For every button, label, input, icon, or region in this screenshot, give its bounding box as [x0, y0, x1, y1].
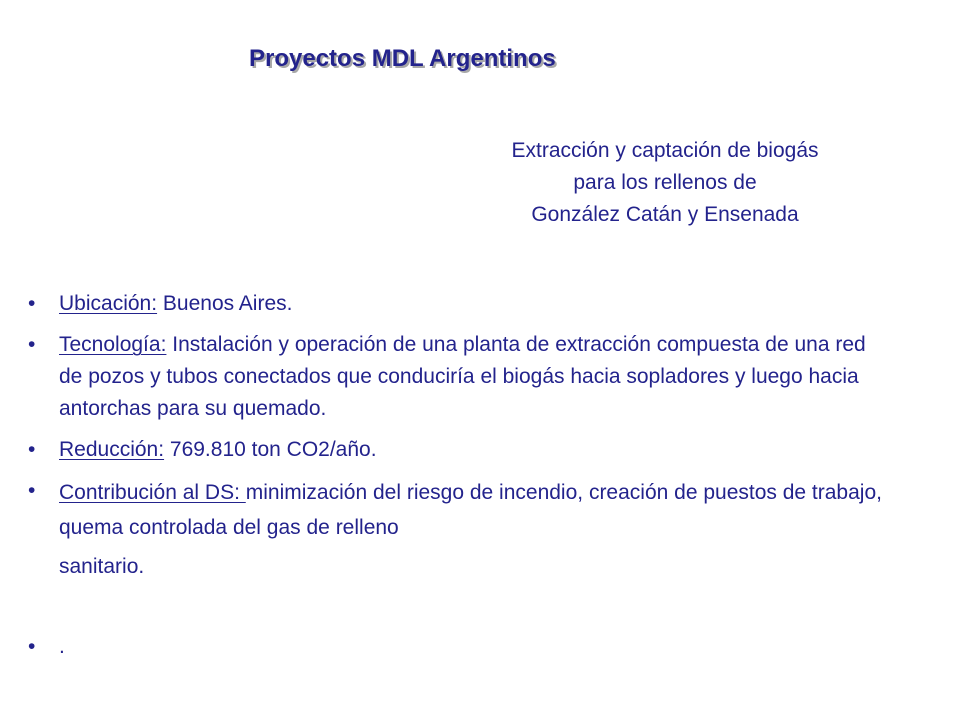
- bullet-icon: •: [28, 333, 36, 356]
- list-item-empty: [28, 631, 889, 663]
- list-item-reduction: [28, 434, 889, 466]
- list-item-location: [28, 288, 889, 320]
- project-subtitle: [430, 135, 900, 231]
- reduction-label: Reducción:: [59, 438, 165, 461]
- list-item-technology: [28, 329, 889, 425]
- contribution-value-end: sanitario.: [59, 555, 145, 578]
- bullet-icon: •: [28, 635, 36, 658]
- project-details-list: [28, 288, 928, 672]
- bullet-icon: •: [28, 479, 36, 502]
- location-value: Buenos Aires.: [157, 292, 293, 315]
- technology-label: Tecnología:: [59, 333, 167, 356]
- slide-title: Proyectos MDL Argentinos: [249, 45, 556, 72]
- bullet-icon: •: [28, 292, 36, 315]
- contribution-value: minimización del riesgo de incendio, creación de puestos de trabajo, quema controlada del gas de relleno: [59, 481, 882, 539]
- location-label: Ubicación:: [59, 292, 158, 315]
- subtitle-line: para los rellenos de: [573, 171, 757, 194]
- reduction-value: 769.810 ton CO2/año.: [164, 438, 377, 461]
- contribution-label: Contribución al DS:: [59, 481, 246, 504]
- subtitle-line: González Catán y Ensenada: [531, 203, 799, 226]
- empty-item-text: .: [59, 635, 65, 658]
- subtitle-line: Extracción y captación de biogás: [511, 139, 819, 162]
- list-item-contribution: [28, 475, 889, 583]
- bullet-icon: •: [28, 438, 36, 461]
- technology-value: Instalación y operación de una planta de extracción compuesta de una red de pozos y tubos conectados que conduciría el biogás hacia sopladores y luego hacia antorchas para su quemado.: [59, 333, 866, 420]
